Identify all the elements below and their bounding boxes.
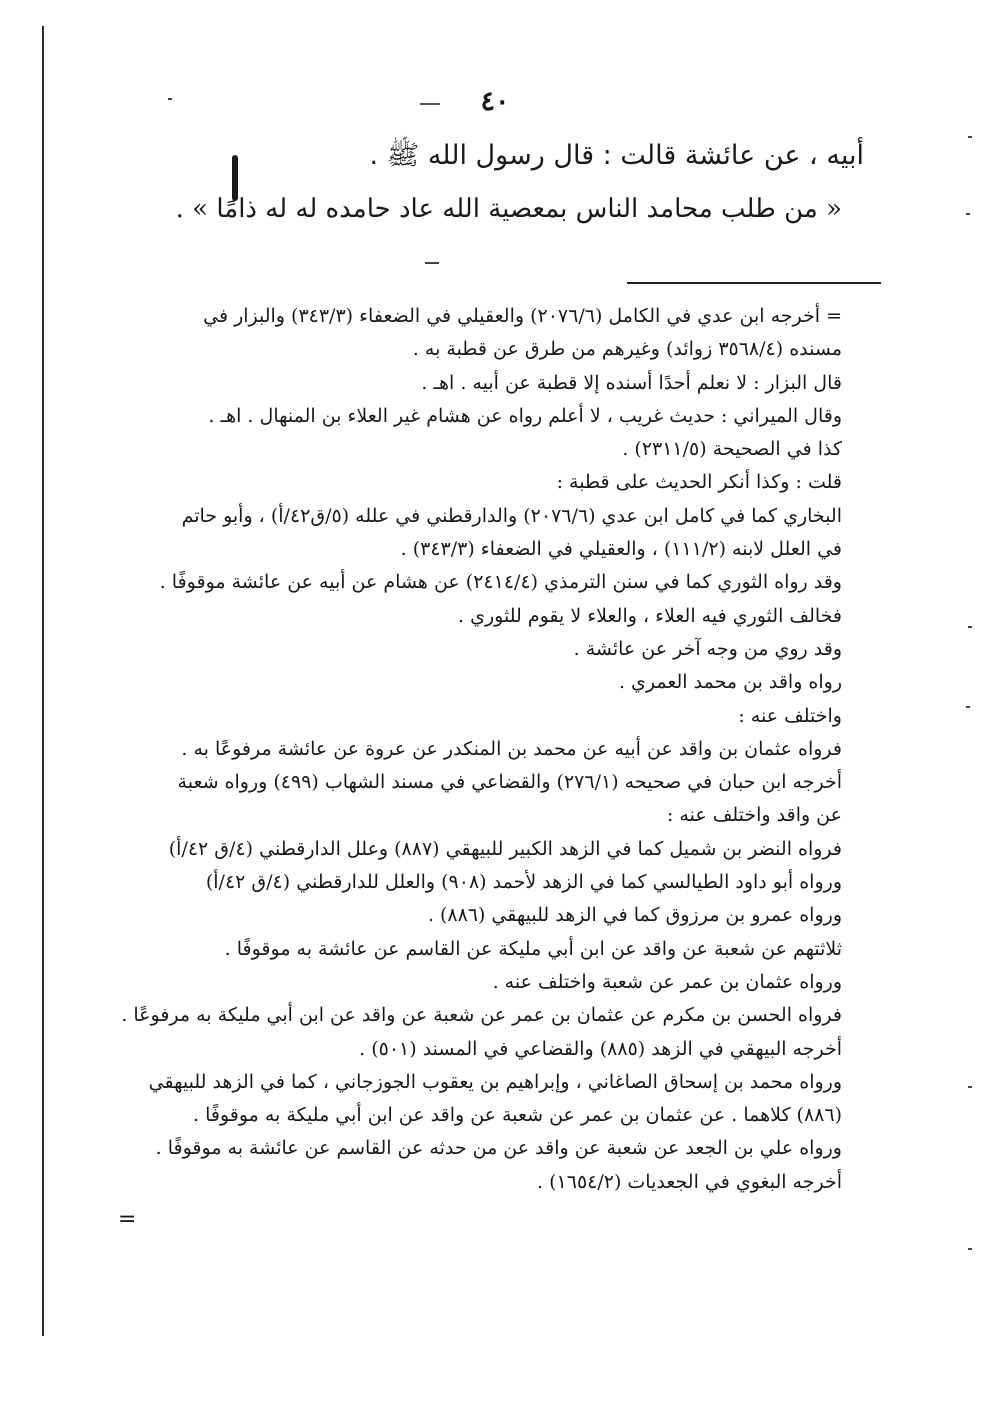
footnote-line: كذا في الصحيحة (٢٣١١/٥) .: [622, 438, 842, 461]
hadith-text-line-2: « من طلب محامد الناس بمعصية الله عاد حامده له له ذامًا » .: [175, 194, 842, 224]
scan-speck: [968, 136, 972, 138]
scan-speck: [168, 98, 172, 100]
footnote-line: ورواه محمد بن إسحاق الصاغاني ، وإبراهيم بن يعقوب الجوزجاني ، كما في الزهد للبيهقي: [148, 1070, 842, 1093]
footnote-line: ثلاثتهم عن شعبة عن واقد عن ابن أبي مليكة عن القاسم عن عائشة به موقوفًا .: [224, 937, 842, 960]
header-dash: [420, 103, 440, 105]
footnote-rule: [627, 282, 881, 284]
footnote-line: أخرجه البغوي في الجعديات (١٦٥٤/٢) .: [537, 1170, 842, 1193]
scan-speck: [968, 1086, 972, 1088]
scan-speck: [966, 213, 970, 215]
footnote-line: ورواه عمرو بن مرزوق كما في الزهد للبيهقي (٨٨٦) .: [427, 904, 842, 927]
footnote-line: أخرجه ابن حبان في صحيحه (٢٧٦/١) والقضاعي في مسند الشهاب (٤٩٩) ورواه شعبة: [177, 771, 842, 794]
footnote-line: قلت : وكذا أنكر الحديث على قطبة :: [556, 471, 842, 494]
footnote-line: وقد روي من وجه آخر عن عائشة .: [573, 637, 842, 660]
continuation-mark: =: [118, 1207, 137, 1232]
footnote-line: قال البزار : لا نعلم أحدًا أسنده إلا قطبة عن أبيه . اهـ .: [421, 371, 842, 394]
footnote-line: وقد رواه الثوري كما في سنن الترمذي (٢٤١٤/٤) عن هشام عن أبيه عن عائشة موقوفًا .: [159, 571, 842, 594]
hadith-text-line-1: أبيه ، عن عائشة قالت : قال رسول الله ﷺ .: [369, 140, 864, 171]
footnote-line: = أخرجه ابن عدي في الكامل (٢٠٧٦/٦) والعقيلي في الضعفاء (٣٤٣/٣) والبزار في: [203, 305, 842, 327]
footnote-line: واختلف عنه :: [738, 704, 842, 727]
footnote-line: ورواه أبو داود الطيالسي كما في الزهد لأحمد (٩٠٨) والعلل للدارقطني (٤/ق ٤٢/أ): [205, 871, 842, 894]
footnote-line: فرواه عثمان بن واقد عن أبيه عن محمد بن المنكدر عن عروة عن عائشة مرفوعًا به .: [181, 737, 842, 760]
page-number: ٤٠: [480, 86, 510, 117]
scan-speck: [966, 706, 970, 708]
footnote-line: فخالف الثوري فيه العلاء ، والعلاء لا يقوم للثوري .: [458, 604, 842, 627]
footnote-line: البخاري كما في كامل ابن عدي (٢٠٧٦/٦) والدارقطني في علله (٥/ق٤٢/أ) ، وأبو حاتم: [181, 504, 842, 527]
footnote-line: مسنده (٣٥٦٨/٤ زوائد) وغيرهم من طرق عن قطبة به .: [412, 338, 842, 361]
footnotes-block: [121, 300, 842, 1199]
page-binding-edge: [42, 26, 44, 1336]
footnote-line: (٨٨٦) كلاهما . عن عثمان بن عمر عن شعبة عن واقد عن ابن أبي مليكة به موقوفًا .: [192, 1104, 842, 1127]
footnote-line: أخرجه البيهقي في الزهد (٨٨٥) والقضاعي في المسند (٥٠١) .: [359, 1037, 842, 1060]
footnote-line: ورواه علي بن الجعد عن شعبة عن واقد عن من حدثه عن القاسم عن عائشة به موقوفًا .: [155, 1137, 842, 1160]
section-separator: [425, 262, 439, 264]
footnote-line: عن واقد واختلف عنه :: [666, 804, 842, 827]
scan-speck: [968, 626, 972, 628]
footnote-line: فرواه الحسن بن مكرم عن عثمان بن عمر عن شعبة عن واقد عن ابن أبي مليكة به مرفوعًا .: [121, 1004, 842, 1027]
footnote-line: وقال الميراني : حديث غريب ، لا أعلم رواه عن هشام غير العلاء بن المنهال . اهـ .: [208, 404, 842, 427]
footnote-line: فرواه النضر بن شميل كما في الزهد الكبير للبيهقي (٨٨٧) وعلل الدارقطني (٤/ق ٤٢/أ): [168, 837, 842, 860]
footnote-line: في العلل لابنه (١١١/٢) ، والعقيلي في الضعفاء (٣٤٣/٣) .: [400, 538, 842, 561]
footnote-line: ورواه عثمان بن عمر عن شعبة واختلف عنه .: [492, 970, 842, 993]
footnote-line: رواه واقد بن محمد العمري .: [618, 671, 842, 694]
scan-speck: [968, 1248, 972, 1250]
